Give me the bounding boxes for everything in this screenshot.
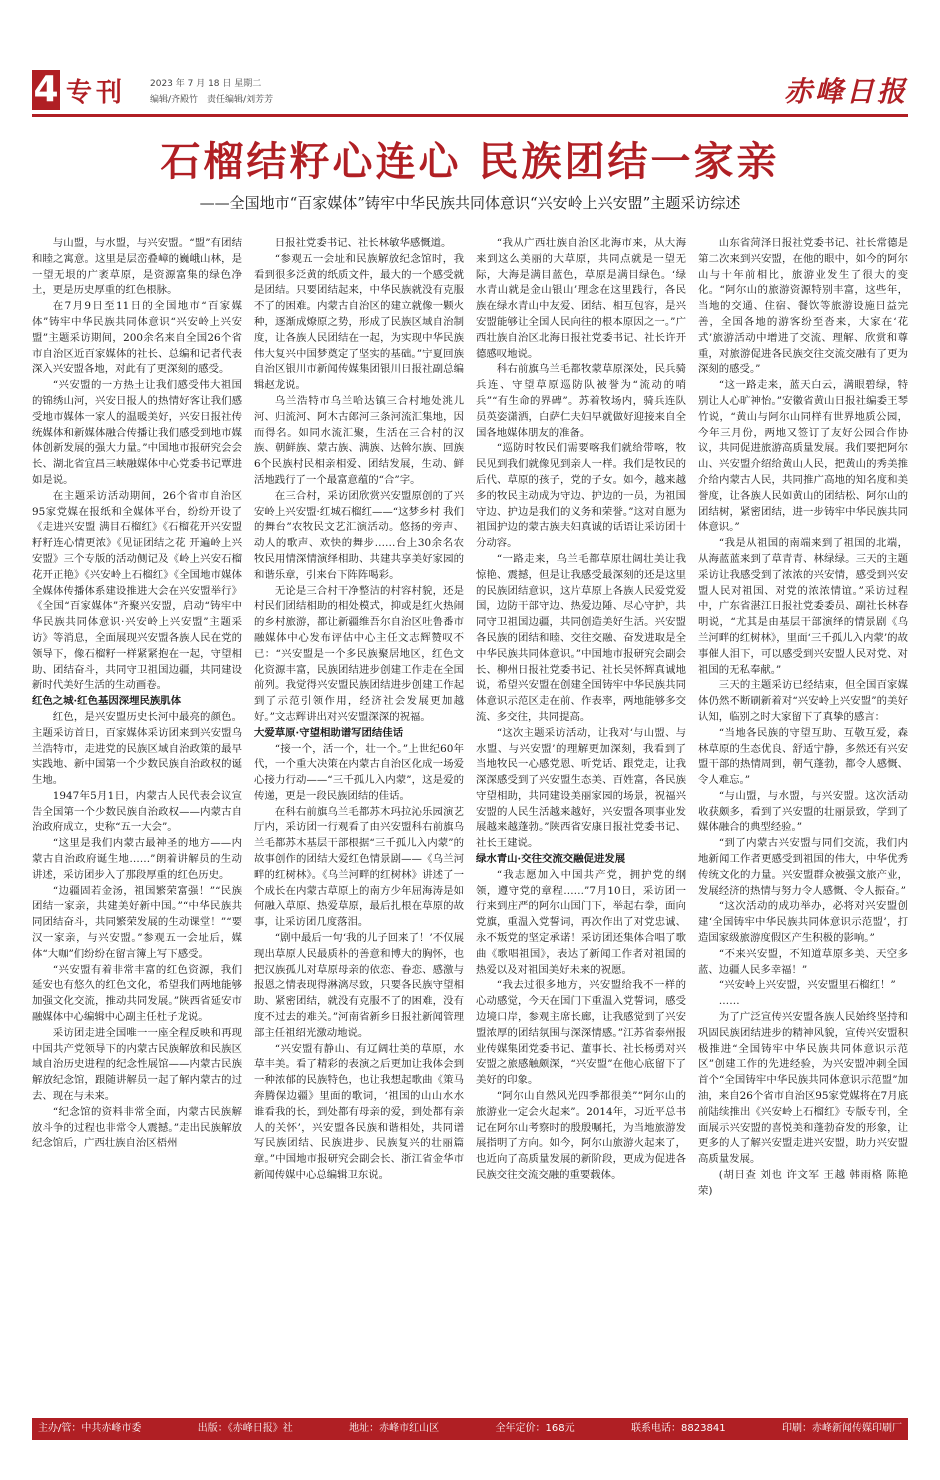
- footer-price: 全年定价：168元: [495, 1423, 575, 1434]
- paragraph: 日报社党委书记、社长林敏华感慨道。: [274, 237, 452, 249]
- paragraph: 与山盟，与水盟，与兴安盟。“盟”有团结和睦之寓意。这里是层峦叠嶂的巍峨山林，是一望无垠的广袤草原，是资源富集的绿色净土，更是历史厚重的红色根脉。: [32, 237, 242, 297]
- paragraph: “兴安盟的一方热土让我们感受伟大祖国的锦绣山河，兴安日报人的热情好客让我们感受地市媒体一家人的温暖美好，兴安日报社传统媒体和新媒体融合传播让我们感受到地市媒体创新发展的强大力量。”中国地市报研究会会长、湖北省宜昌三峡融媒体中心党委书记覃进如是说。: [32, 379, 242, 486]
- paragraph: “与山盟，与水盟，与兴安盟。这次活动收获颇多，看到了兴安盟的壮丽景致，学到了媒体融合的典型经验。”: [698, 789, 908, 834]
- paragraph: “这次主题采访活动，让我对‘与山盟、与水盟、与兴安盟’的理解更加深刻，我看到了当地牧民一心感党恩、听党话、跟党走，让我深深感受到了兴安盟生态美、百姓富，各民族守望相助，共同建设美丽家园的场景，祝福兴安盟的人民生活越来越好，兴安盟各项事业发展越来越蓬勃。”陕西省安康日报社党委书记、社长王建说。: [476, 726, 686, 850]
- paragraph: 无论是三合村干净整洁的村容村貌，还是村民们团结相助的相处模式，抑或是红火热闹的乡村旅游，都让新疆维吾尔自治区吐鲁番市融媒体中心发布评估中心主任文志辉赞叹不已：“兴安盟是一个多民族聚居地区，红色文化资源丰富，民族团结进步创建工作走在全国前列。我觉得兴安盟民族团结进步创建工作起到了示范引领作用，经济社会发展更加越好。”文志辉讲出对兴安盟深深的祝福。: [254, 584, 464, 723]
- footer-publisher: 出版：《赤峰日报》社: [197, 1423, 293, 1434]
- paragraph: ……: [718, 995, 740, 1008]
- paragraph: “参观五一会址和民族解放纪念馆时，我看到很多泛黄的纸质文件，最大的一个感受就是团结。只要团结起来，中华民族就没有克服不了的困难。内蒙古自治区的建立就像一颗火种，逐渐成燎原之势，形成了民族区域自治制度，让各族人民团结在一起，为实现中华民族伟大复兴中国梦奠定了坚实的基础。”宁夏回族自治区银川市新闻传媒集团银川日报社副总编辑赵龙说。: [254, 252, 464, 392]
- subheadline: ——全国地市“百家媒体”铸牢中华民族共同体意识“兴安岭上兴安盟”主题采访综述: [199, 194, 741, 212]
- paragraph: “我是从祖国的南端来到了祖国的北端，从海蓝蓝来到了草青青、林绿绿。三天的主题采访让我感受到了浓浓的兴安情，感受到兴安盟人民对祖国、对党的浓浓情谊。”采访过程中，广东省湛江日报社党委委员、副社长林春明说，“尤其是由基层干部演绎的情景剧《乌兰河畔的红树林》，里面‘三千孤儿入内蒙’的故事催人泪下，可以感受到兴安盟人民对党、对祖国的无私奉献。”: [698, 537, 908, 676]
- paragraph: “当地各民族的守望互助、互敬互爱，森林草原的生态优良、舒适宁静，多然还有兴安盟干部的热情周到，朝气蓬勃，都令人感慨、令人难忘。”: [698, 726, 908, 787]
- paragraph: “巡防时牧民们需要喀我们就给带喀，牧民见到我们就像见到亲人一样。我们是牧民的后代、草原的孩子，党的子女。如今，越来越多的牧民主动成为守边、护边的一员，为祖国守边、护边是我们的义务和荣誉。”这对自愿为祖国护边的蒙古族夫妇真诚的话语让采访团十分动容。: [476, 442, 686, 550]
- paragraph: (胡日查 刘也 许文军 王越 韩雨格 陈艳荣): [698, 1169, 908, 1197]
- section-subheading: 红色之城·红色基因深埋民族肌体: [32, 695, 182, 708]
- paragraph: 采访团走进全国唯一一座全程反映和再现中国共产党领导下的内蒙古民族解放和民族区域自治历史进程的纪念性展馆——内蒙古民族解放纪念馆，跟随讲解员一起了解内蒙古的过去、现在与未来。: [32, 1026, 242, 1103]
- paragraph: “这次活动的成功举办，必将对兴安盟创建‘全国铸牢中华民族共同体意识示范盟’，打造国家级旅游度假区产生积极的影响。”: [698, 900, 908, 945]
- paragraph: “这里是我们内蒙古最神圣的地方——内蒙古自治政府诞生地……”朗着讲解员的生动讲述，采访团步入了那段厚重的红色历史。: [32, 837, 242, 881]
- page-number: 4: [33, 69, 59, 110]
- masthead: [32, 70, 908, 114]
- paragraph: 山东省菏泽日报社党委书记、社长常德是第二次来到兴安盟，在他的眼中，如今的阿尔山与十年前相比，旅游业发生了很大的变化。“阿尔山的旅游资源特别丰富，这些年，当地的交通、住宿、餐饮等旅游设施日益完善，全国各地的游客纷至沓来，大家在‘花式’旅游活动中增进了交流、理解、欣赏和尊重，对旅游促进各民族交往交流交融有了更为深刻的感受。”: [698, 237, 908, 376]
- footer-sponsor: 主办/管：中共赤峰市委: [38, 1423, 142, 1434]
- paragraph: “兴安岭上兴安盟，兴安盟里石榴红！”: [718, 979, 896, 992]
- paragraph: 1947年5月1日，内蒙古人民代表会议宣告全国第一个少数民族自治政权——内蒙古自治政府成立，史称“五一大会”。: [32, 789, 242, 834]
- paragraph: “兴安盟有静山、有辽阔壮美的草原，水草丰美。看了精彩的表演之后更加让我体会到一种浓郁的民族特色，也让我想起歌曲《策马奔腾保边疆》里面的歌词，‘祖国的山山水水谁看我的长，到处都有母亲的爱，到处都有亲人的关怀’，兴安盟各民族和谐相处，共同谱写民族团结、民族进步、民族复兴的壮丽篇章。”中国地市报研究会副会长、浙江省金华市新闻传媒中心总编辑卫东说。: [254, 1042, 464, 1182]
- paragraph: 在7月9日至11日的全国地市“百家媒体”铸牢中华民族共同体意识“兴安岭上兴安盟”主题采访期间，200余名来自全国26个省市自治区近百家媒体的社长、总编和记者代表深入兴安盟各地，对此有了更深刻的感受。: [32, 300, 242, 376]
- section-subheading: 绿水青山·交往交流交融促进发展: [476, 853, 626, 866]
- footer-address: 地址：赤峰市红山区: [349, 1423, 440, 1434]
- paragraph: 为了广泛宣传兴安盟各族人民始终坚持和巩固民族团结进步的精神风貌，宣传兴安盟积极推进“全国铸牢中华民族共同体意识示范区”创建工作的先进经验，为兴安盟冲刺全国首个“全国铸牢中华民族共同体意识示范盟”加油，来自26个省市自治区95家党媒将在7月底前陆续推出《兴安岭上石榴红》专版专刊，全面展示兴安盟的喜悦美和蓬勃奋发的形象，让更多的人了解兴安盟走进兴安盟，助力兴安盟高质量发展。: [698, 1011, 908, 1166]
- newspaper-name: 赤峰日报: [783, 75, 908, 108]
- paragraph: 科右前旗乌兰毛都牧蒙草原深处，民兵骑兵连、守望草原巡防队被誉为“流动的哨兵”“有生命的界碑”。苏着牧场内，骑兵连队员英姿潇洒，白萨仁夫妇早就做好迎接来自全国各地媒体朋友的准备。: [476, 363, 686, 439]
- paragraph: “阿尔山自然风光四季都很美”“阿尔山的旅游业一定会火起来”。2014年，习近平总书记在阿尔山考察时的殷殷嘱托，为当地旅游发展指明了方向。如今，阿尔山旅游火起来了，也近向了高质量发展的新阶段，更成为促进各民族交往交流交融的重要载体。: [476, 1090, 686, 1182]
- headline: 石榴结籽心连心 民族团结一家亲: [160, 138, 780, 185]
- paragraph: 乌兰浩特市乌兰哈达镇三合村地处洮儿河、归流河、阿木古郎河三条河流汇集地，因而得名。如同水流汇聚，生活在三合村的汉族、朝鲜族、蒙古族、满族、达斡尔族、回族6个民族村民相亲相爱、团结发展，生动、鲜活地践行了一个最富意蕴的“合”字。: [254, 394, 464, 486]
- paragraph: 红色，是兴安盟历史长河中最亮的颜色。主题采访首日，百家媒体采访团来到兴安盟乌兰浩特市，走进党的民族区域自治政策的最早实践地、新中国第一个少数民族自治政权的诞生地。: [32, 710, 242, 787]
- column-3: [476, 236, 686, 1412]
- paragraph: “我去过很多地方，兴安盟给我不一样的心动感觉，今天在国门下重温入党誓词，感受边境口岸，参观主席长廊，让我感觉到了兴安盟浓厚的团结氛围与深深情感。”江苏省泰州报业传媒集团党委书记、董事长、社长杨勇对兴安盟之旅感触颇深，“兴安盟”在他心底留下了美好的印象。: [476, 979, 686, 1087]
- paragraph: “我从广西壮族自治区北海市来，从大海来到这么美丽的大草原，共同点就是一望无际，大海是满目蓝色，草原是满目绿色。‘绿水青山就是金山银山’理念在这里践行，各民族在绿水青山中友爱、团结、相互包容，是兴安盟能够让全国人民向往的根本原因之一。”广西壮族自治区北海日报社党委书记、社长许开德感叹地说。: [476, 237, 686, 360]
- paragraph: 三天的主题采访已经结束，但全国百家媒体仍然不断刷新着对“兴安岭上兴安盟”的美好认知，临别之时大家留下了真挚的感言：: [698, 679, 908, 723]
- paragraph: “剧中最后一句‘我的儿子回来了！’不仅展现出草原人民最质朴的善意和博大的胸怀，也把汉族孤儿对草原母亲的依恋、眷恋、感激与报恩之情表现得淋漓尽致，只要各民族守望相助、紧密团结，就没有克服不了的困难，没有度不过去的难关。”河南省新乡日报社新闻管理部主任祖绍光激动地说。: [254, 932, 464, 1039]
- paragraph: “不来兴安盟，不知道草原多美、天空多蓝、边疆人民多幸福！”: [698, 947, 908, 976]
- paragraph: “到了内蒙古兴安盟与同们交流，我们内地新闻工作者更感受到祖国的伟大，中华优秀传统文化的力量。兴安盟群众被强文旅产业，发展经济的热情与努力令人感慨、令人振奋。”: [698, 837, 908, 897]
- paragraph: 在科右前旗乌兰毛都苏木玛拉沁乐园演艺厅内，采访团一行观看了由兴安盟科右前旗乌兰毛都苏木基层干部根据“三千孤儿入内蒙”的故事创作的团结大爱红色情景剧——《乌兰河畔的红树林》。《乌兰河畔的红树林》讲述了一个成长在内蒙古草原上的南方少年屈海涛是如何融入草原、热爱草原，最后扎根在草原的故事，让采访团几度落泪。: [254, 805, 464, 929]
- column-2: [254, 236, 464, 1412]
- section-subheading: 大爱草原·守望相助谱写团结佳话: [254, 726, 404, 739]
- paragraph: 在三合村，采访团欣赏兴安盟原创的了兴安岭上兴安盟·红城石榴红——“这梦乡村 我们的舞台”农牧民文艺汇演活动。悠扬的旁声、动人的歌声、欢快的舞步……台上30余名农牧民用情深情演绎相助、共建共享美好家园的和谐乐章，引来台下阵阵喝彩。: [254, 489, 464, 581]
- footer-phone: 联系电话：8823841: [631, 1423, 726, 1434]
- paragraph: “兴安盟有着非常丰富的红色资源，我们延安也有悠久的红色文化，希望我们两地能够加强文化交流，推动共同发展。”陕西省延安市融媒体中心编辑中心副主任杜子龙说。: [32, 963, 242, 1024]
- column-4: [698, 236, 908, 1412]
- date-line: 2023 年 7 月 18 日 星期二: [150, 79, 262, 89]
- column-1: [32, 236, 242, 1412]
- paragraph: “一路走来，乌兰毛都草原壮阔壮美让我惊艳、震撼，但是让我感受最深刻的还是这里的民族团结意识，这片草原上各族人民爱党爱国，边防干部守边、热爱边陲、尽心守护，共同守卫祖国边疆，共同创造美好生活。兴安盟各民族的团结和睦、交往交融、奋发进取是全中华民族共同体意识。”中国地市报研究会副会长、柳州日报社党委书记、社长吴怀辉真诚地说，希望兴安盟在创建全国铸牢中华民族共同体意识示范区走在前、作表率，两地能够多交流、多交往，共同提高。: [476, 552, 686, 723]
- paragraph: “我志愿加入中国共产党，拥护党的纲领，遵守党的章程……”7月10日，采访团一行来到庄严的阿尔山国门下，举起右拳，面向党旗，重温入党誓词，再次作出了对党忠诚、永不叛党的坚定承诺！采访团还集体合唱了歌曲《歌唱祖国》，表达了新闻工作者对祖国的热爱以及对祖国美好未来的祝愿。: [476, 868, 686, 976]
- paragraph: “这一路走来，蓝天白云，满眼碧绿，特别让人心旷神怡。”安徽省黄山日报社编委王琴竹说，“黄山与阿尔山同样有世界地质公园，今年三月份，两地又签订了友好公园合作协议，共同促进旅游高质量发展。我们要把阿尔山、兴安盟介绍给黄山人民，把黄山的秀美推介给内蒙古人民，共同推广高地的知名度和美誉度，让各族人民如黄山的团结松、阿尔山的团结树，紧密团结，进一步铸牢中华民族共同体意识。”: [698, 379, 908, 534]
- editors-line: 编辑/齐殿竹 责任编辑/刘芳芳: [150, 95, 274, 105]
- footer-bar: [32, 1418, 908, 1440]
- paragraph: “接一个，活一个，壮一个。”上世纪60年代，一个重大决策在内蒙古自治区化成一场爱心接力行动——“三千孤儿入内蒙”，这是爱的传递，更是一段民族团结的佳话。: [254, 742, 464, 802]
- paragraph: 在主题采访活动期间，26个省市自治区95家党媒在报纸和全媒体平台，纷纷开设了《走进兴安盟 满目石榴红》《石榴花开兴安盟 籽籽连心情更浓》《见证团结之花 开遍岭上兴安盟》三个专版的活动侧记及《岭上兴安石榴花开正艳》《兴安岭上石榴红》《全国地市媒体全媒体传播体系建设推进大会在兴安盟举行》《全国“百家媒体”齐聚兴安盟，启动“铸牢中华民族共同体意识·兴安岭上兴安盟”主题采访》等消息，全面展现兴安盟各族人民在党的领导下，像石榴籽一样紧紧抱在一起，守望相助、团结奋斗，共同守卫祖国边疆，共同建设新时代美好生活的生动画卷。: [32, 489, 242, 692]
- paragraph: “边疆固若金汤，祖国繁荣富强！”“民族团结一家亲，共建美好新中国。”“中华民族共同团结奋斗，共同繁荣发展的生动课堂！”“要汉一家亲，与兴安盟。”参观五一会址后，媒体“大咖”们纷纷在留言簿上写下感受。: [32, 884, 242, 960]
- footer-printer: 印刷：赤峰新闻传媒印刷厂: [781, 1423, 902, 1434]
- paragraph: “纪念馆的资料非常全面，内蒙古民族解放斗争的过程也非常令人震撼。”走出民族解放纪念馆后，广西壮族自治区梧州: [32, 1105, 242, 1150]
- header-rule: [32, 114, 908, 117]
- page-label: 专刊: [66, 78, 127, 108]
- article-body: [32, 236, 908, 1412]
